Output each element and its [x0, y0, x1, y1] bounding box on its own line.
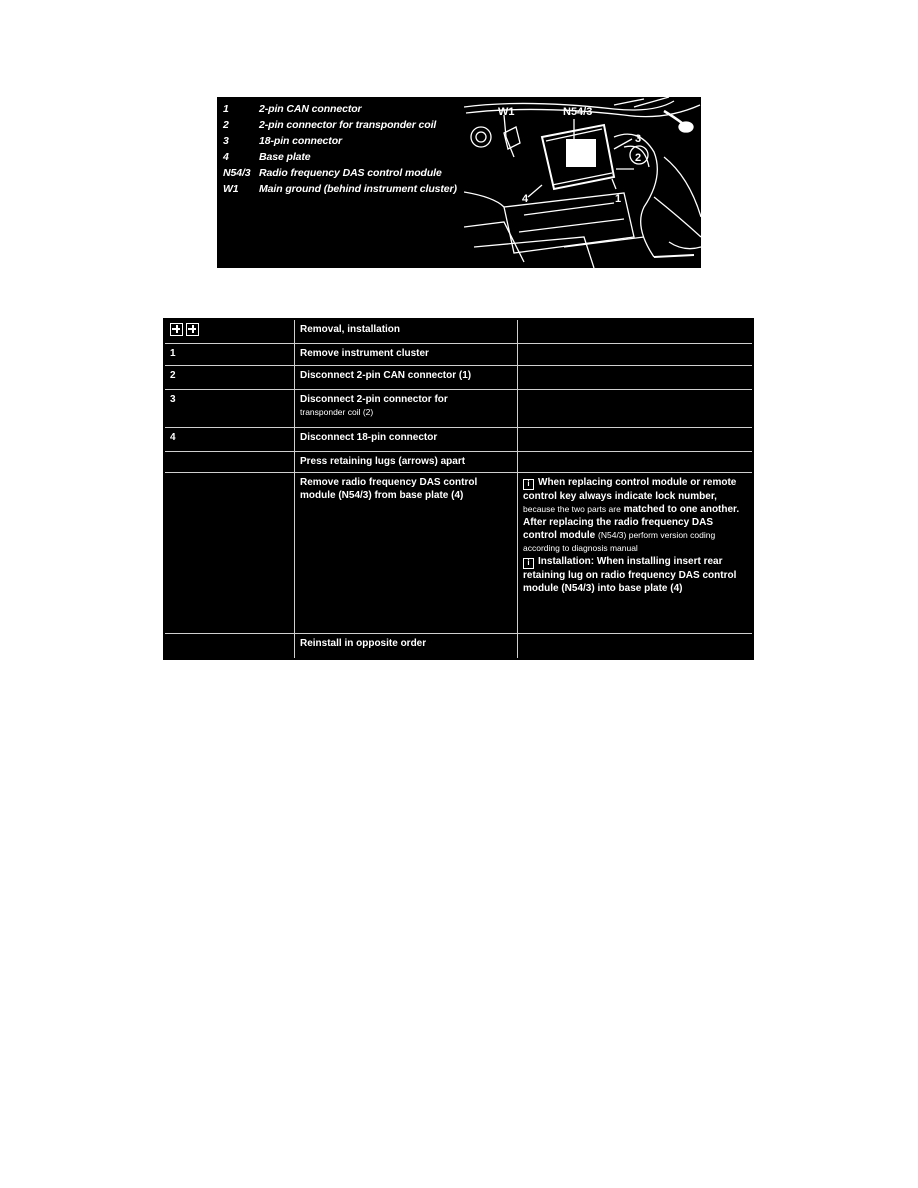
step-note — [518, 390, 752, 427]
step-note — [518, 366, 752, 389]
step-action-line: Disconnect 2-pin connector for — [300, 394, 448, 405]
note-text: (N54/3) perform version coding according to diagnosis manual — [523, 530, 716, 553]
note-text: matched to one another. After replacing the radio frequency DAS control module — [523, 504, 740, 541]
legend-key: 4 — [223, 151, 229, 163]
legend-desc: Base plate — [259, 151, 311, 163]
legend-item — [223, 133, 473, 149]
table-row — [165, 344, 752, 366]
legend-desc: Main ground (behind instrument cluster) — [259, 183, 457, 195]
callout-4: 4 — [522, 193, 529, 205]
table-row — [165, 452, 752, 473]
legend-item — [223, 149, 473, 165]
legend-key: 2 — [223, 119, 229, 131]
table-row — [165, 634, 752, 658]
step-action: Reinstall in opposite order — [295, 634, 518, 658]
header-title: Removal, installation — [295, 320, 518, 343]
legend-desc: 18-pin connector — [259, 135, 342, 147]
step-action: Remove radio frequency DAS control module (N54/3) from base plate (4) — [295, 473, 518, 633]
procedure-table — [163, 318, 754, 660]
step-note — [518, 344, 752, 365]
step-number — [165, 452, 295, 472]
note-text: because the two parts are — [523, 504, 621, 514]
callout-w1: W1 — [498, 106, 515, 118]
header-notes — [518, 320, 752, 343]
callout-2: 2 — [635, 152, 642, 164]
table-row — [165, 473, 752, 634]
control-module-drawing — [464, 97, 701, 268]
step-action: Press retaining lugs (arrows) apart — [295, 452, 518, 472]
legend-item — [223, 117, 473, 133]
legend-desc: 2-pin connector for transponder coil — [259, 119, 437, 131]
step-action: Remove instrument cluster — [295, 344, 518, 365]
note-2 — [523, 555, 747, 595]
expand-icon — [170, 323, 183, 336]
note-1 — [523, 476, 747, 555]
legend-key: W1 — [223, 183, 239, 195]
step-number: 4 — [165, 428, 295, 451]
note-text: When replacing control module or remote control key always indicate lock number, — [523, 477, 737, 502]
legend-desc: Radio frequency DAS control module — [259, 167, 442, 179]
table-row — [165, 366, 752, 390]
header-icons-cell — [165, 320, 295, 343]
step-action — [295, 390, 518, 427]
info-icon: i — [523, 558, 534, 569]
step-note — [518, 428, 752, 451]
step-action-line: transponder coil (2) — [300, 407, 374, 417]
legend-item — [223, 181, 473, 197]
table-row — [165, 390, 752, 428]
legend-key: 3 — [223, 135, 229, 147]
table-header-row — [165, 320, 752, 344]
step-number: 1 — [165, 344, 295, 365]
figure-legend — [223, 101, 473, 197]
step-number: 3 — [165, 390, 295, 427]
legend-item — [223, 165, 473, 181]
note-text: Installation: When installing insert rear retaining lug on radio frequency DAS control module (N54/3) into base plate (4) — [523, 556, 737, 594]
callout-1: 1 — [615, 193, 622, 205]
table-row — [165, 428, 752, 452]
step-action: Disconnect 18-pin connector — [295, 428, 518, 451]
legend-desc: 2-pin CAN connector — [259, 103, 362, 115]
info-icon: i — [523, 479, 534, 490]
legend-key: 1 — [223, 103, 229, 115]
expand-icon — [186, 323, 199, 336]
step-number — [165, 473, 295, 633]
step-note — [518, 452, 752, 472]
legend-item — [223, 101, 473, 117]
legend-key: N54/3 — [223, 167, 251, 179]
callout-n54-3: N54/3 — [563, 106, 593, 118]
step-number — [165, 634, 295, 658]
component-location-figure — [217, 97, 701, 268]
step-note — [518, 473, 752, 633]
step-note — [518, 634, 752, 658]
callout-3: 3 — [635, 133, 642, 145]
step-action: Disconnect 2-pin CAN connector (1) — [295, 366, 518, 389]
step-number: 2 — [165, 366, 295, 389]
